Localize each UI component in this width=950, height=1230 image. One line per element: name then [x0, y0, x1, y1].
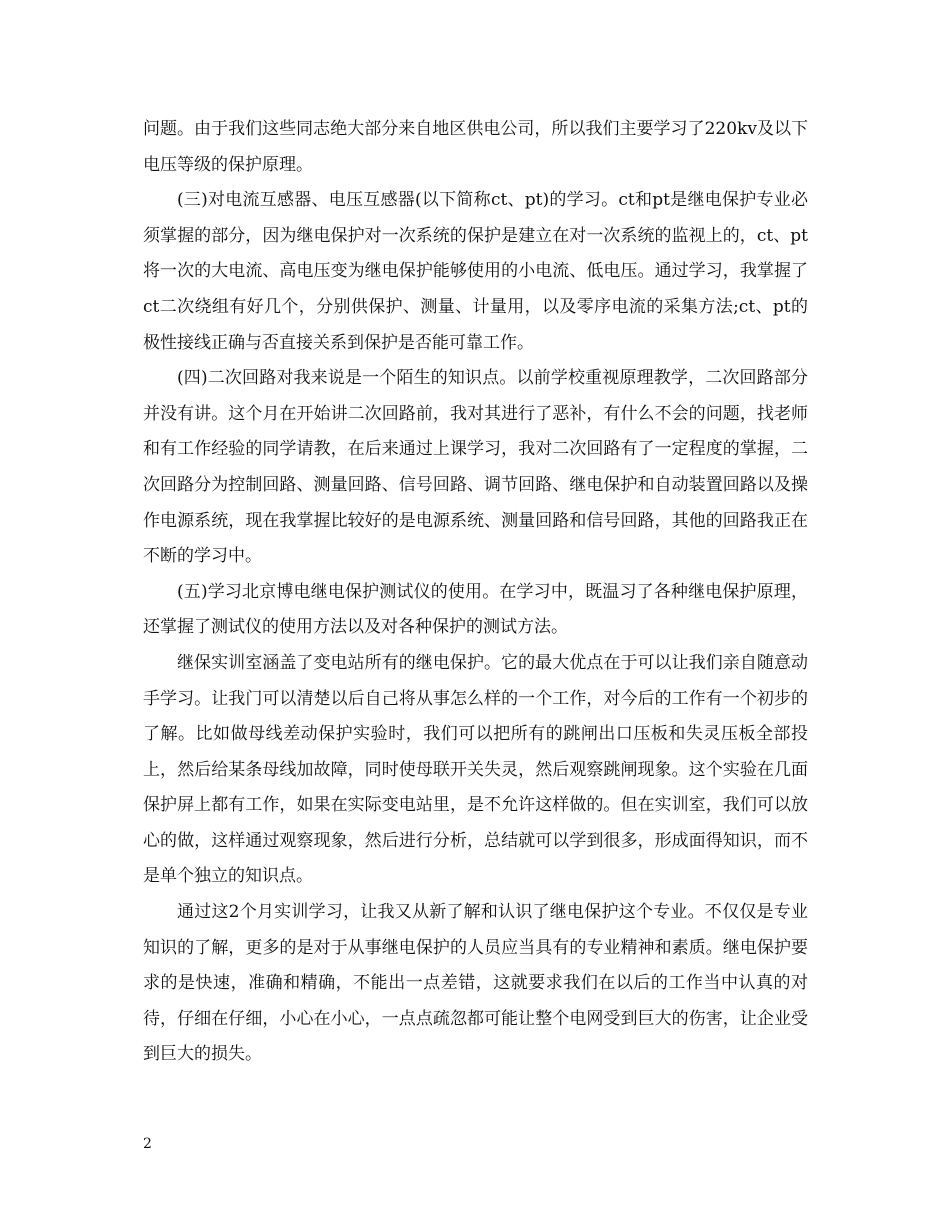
paragraph-4: (五)学习北京博电继电保护测试仪的使用。在学习中，既温习了各种继电保护原理，还掌握了测试仪的使用方法以及对各种保护的测试方法。: [143, 581, 808, 638]
paragraph-3: (四)二次回路对我来说是一个陌生的知识点。以前学校重视原理教学，二次回路部分并没有讲。这个月在开始讲二次回路前，我对其进行了恶补，有什么不会的问题，找老师和有工作经验的同学请教，在后来通过上课学习，我对二次回路有了一定程度的掌握，二次回路分为控制回路、测量回路、信号回路、调节回路、继电保护和自动装置回路以及操作电源系统，现在我掌握比较好的是电源系统、测量回路和信号回路，其他的回路我正在不断的学习中。: [143, 368, 808, 567]
page-number: 2: [143, 1136, 152, 1152]
paragraph-6: 通过这2个月实训学习，让我又从新了解和认识了继电保护这个专业。不仅仅是专业知识的了解，更多的是对于从事继电保护的人员应当具有的专业精神和素质。继电保护要求的是快速，准确和精确，不能出一点差错，这就要求我们在以后的工作当中认真的对待，仔细在仔细，小心在小心，一点点疏忽都可能让整个电网受到巨大的伤害，让企业受到巨大的损失。: [143, 902, 808, 1065]
paragraph-2: (三)对电流互感器、电压互感器(以下简称ct、pt)的学习。ct和pt是继电保护专业必须掌握的部分，因为继电保护对一次系统的保护是建立在对一次系统的监视上的，ct、pt将一次的大电流、高电压变为继电保护能够使用的小电流、低电压。通过学习，我掌握了ct二次绕组有好几个，分别供保护、测量、计量用，以及零序电流的采集方法;ct、pt的极性接线正确与否直接关系到保护是否能可靠工作。: [143, 190, 808, 353]
paragraph-1: 问题。由于我们这些同志绝大部分来自地区供电公司，所以我们主要学习了220kv及以下电压等级的保护原理。: [143, 119, 808, 175]
paragraph-5: 继保实训室涵盖了变电站所有的继电保护。它的最大优点在于可以让我们亲自随意动手学习。让我门可以清楚以后自己将从事怎么样的一个工作，对今后的工作有一个初步的了解。比如做母线差动保护实验时，我们可以把所有的跳闸出口压板和失灵压板全部投上，然后给某条母线加故障，同时使母联开关失灵，然后观察跳闸现象。这个实验在几面保护屏上都有工作，如果在实际变电站里，是不允许这样做的。但在实训室，我们可以放心的做，这样通过观察现象，然后进行分析，总结就可以学到很多，形成面得知识，而不是单个独立的知识点。: [143, 652, 808, 887]
document-body: [143, 112, 808, 1073]
